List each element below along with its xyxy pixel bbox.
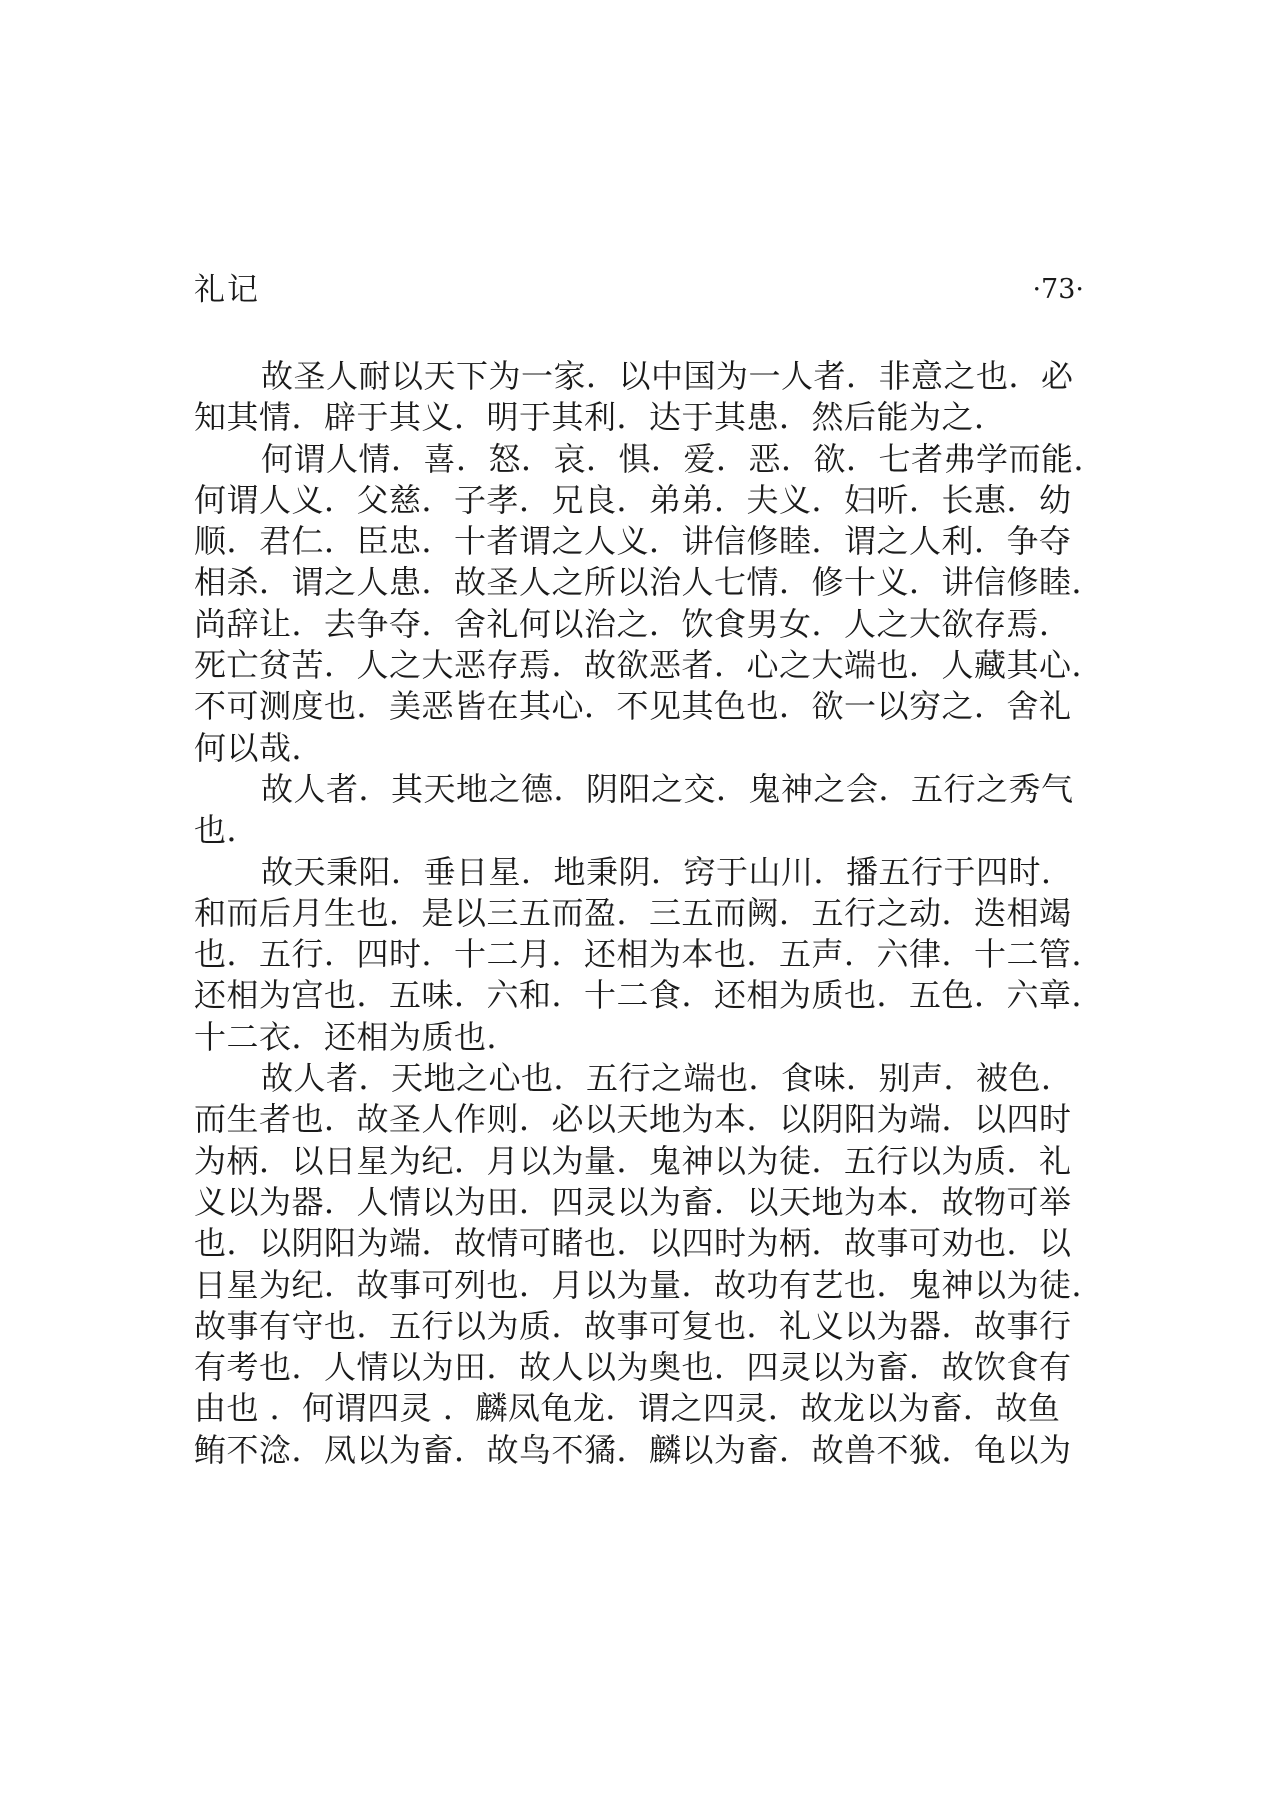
text-line: 尚辞让．去争夺．舍礼何以治之．饮食男女．人之大欲存焉． [194,604,1072,643]
book-title: 礼记 [194,272,260,308]
text-line: 何以哉． [194,728,325,767]
text-line: 日星为纪．故事可列也．月以为量．故功有艺也．鬼神以为徒． [194,1265,1105,1304]
text-line: 顺．君仁．臣忠．十者谓之人义．讲信修睦．谓之人利．争夺 [194,522,1072,561]
text-line: 和而后月生也．是以三五而盈．三五而阙．五行之动．迭相竭 [194,893,1072,932]
text-line: 何谓人情．喜．怒．哀．惧．爱．恶．欲．七者弗学而能． [261,439,1107,478]
text-line: 故圣人耐以天下为一家．以中国为一人者．非意之也．必 [261,357,1074,395]
text-line: 故人者．其天地之德．阴阳之交．鬼神之会．五行之秀气 [261,769,1074,808]
text-line: 为柄．以日星为纪．月以为量．鬼神以为徒．五行以为质．礼 [194,1141,1072,1180]
text-line: 而生者也．故圣人作则．必以天地为本．以阴阳为端．以四时 [194,1100,1072,1139]
body-text [194,356,1107,1471]
text-line: 死亡贫苦．人之大恶存焉．故欲恶者．心之大端也．人藏其心． [194,646,1105,685]
text-line: 也． [194,811,260,850]
page-number: ·73· [1032,274,1084,305]
text-line: 鲔不淰．凤以为畜．故鸟不獝．麟以为畜．故兽不狘．龟以为 [194,1430,1072,1469]
text-line: 知其情．辟于其义．明于其利．达于其患．然后能为之． [194,398,1007,437]
text-line: 相杀．谓之人患．故圣人之所以治人七情．修十义．讲信修睦． [194,563,1105,602]
text-line: 不可测度也．美恶皆在其心．不见其色也．欲一以穷之．舍礼 [194,687,1072,726]
page-header [194,268,1084,312]
text-line: 十二衣．还相为质也． [194,1017,520,1056]
text-line: 故天秉阳．垂日星．地秉阴．窍于山川．播五行于四时． [261,852,1074,891]
text-line: 也．五行．四时．十二月．还相为本也．五声．六律．十二管． [194,935,1105,974]
text-line: 也．以阴阳为端．故情可睹也．以四时为柄．故事可劝也．以 [194,1224,1072,1263]
text-line: 故人者．天地之心也．五行之端也．食味．别声．被色． [261,1059,1074,1098]
text-line: 还相为宫也．五味．六和．十二食．还相为质也．五色．六章． [194,976,1105,1015]
text-line: 何谓人义．父慈．子孝．兄良．弟弟．夫义．妇听．长惠．幼 [194,480,1072,519]
text-line: 义以为器．人情以为田．四灵以为畜．以天地为本．故物可举 [194,1182,1072,1221]
text-line: 有考也．人情以为田．故人以为奥也．四灵以为畜．故饮食有 [194,1348,1072,1387]
text-line: 由也 ．何谓四灵 ．麟凤龟龙．谓之四灵．故龙以为畜．故鱼 [194,1389,1061,1428]
text-line: 故事有守也．五行以为质．故事可复也．礼义以为器．故事行 [194,1306,1072,1345]
